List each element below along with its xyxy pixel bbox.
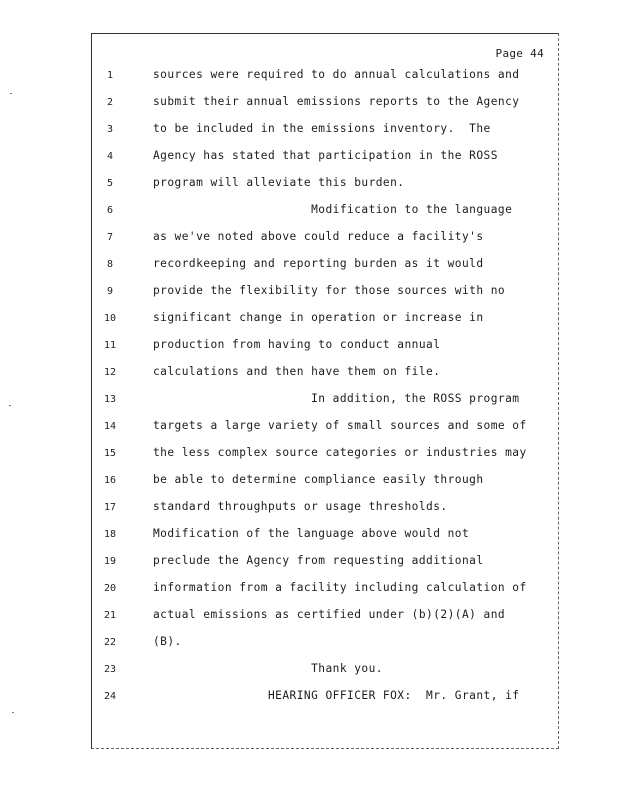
line-number: 1: [106, 70, 114, 81]
scan-speck: [12, 712, 14, 713]
line-text: to be included in the emissions inventory. The: [153, 122, 491, 135]
page-number-label: Page 44: [495, 47, 544, 60]
line-text: Modification to the language: [153, 203, 513, 216]
transcript-line: [92, 365, 560, 383]
transcript-line: [92, 473, 560, 491]
transcript-line: [92, 392, 560, 410]
transcript-line: [92, 581, 560, 599]
line-text: Agency has stated that participation in the ROSS: [153, 149, 498, 162]
transcript-page: [91, 33, 559, 749]
line-text: recordkeeping and reporting burden as it would: [153, 257, 484, 270]
scan-speck: [9, 405, 11, 406]
transcript-line: [92, 419, 560, 437]
transcript-line: [92, 635, 560, 653]
line-number: 15: [103, 448, 117, 459]
transcript-line: [92, 311, 560, 329]
line-text: standard throughputs or usage thresholds.: [153, 500, 448, 513]
line-text: targets a large variety of small sources and some of: [153, 419, 527, 432]
transcript-line: [92, 527, 560, 545]
line-number: 2: [106, 97, 114, 108]
transcript-line: [92, 230, 560, 248]
transcript-line: [92, 662, 560, 680]
line-text: sources were required to do annual calculations and: [153, 68, 520, 81]
transcript-line: [92, 176, 560, 194]
transcript-line: [92, 284, 560, 302]
line-text: information from a facility including calculation of: [153, 581, 527, 594]
line-number: 11: [103, 340, 117, 351]
transcript-line: [92, 149, 560, 167]
line-text: actual emissions as certified under (b)(2)(A) and: [153, 608, 506, 621]
line-number: 17: [103, 502, 117, 513]
transcript-line: [92, 68, 560, 86]
transcript-line: [92, 257, 560, 275]
line-text: the less complex source categories or industries may: [153, 446, 527, 459]
line-number: 12: [103, 367, 117, 378]
line-number: 10: [103, 313, 117, 324]
line-number: 13: [103, 394, 117, 405]
line-number: 21: [103, 610, 117, 621]
line-text: as we've noted above could reduce a facility's: [153, 230, 484, 243]
line-number: 4: [106, 151, 114, 162]
line-text: program will alleviate this burden.: [153, 176, 405, 189]
line-number: 14: [103, 421, 117, 432]
scan-speck: [10, 93, 12, 94]
transcript-line: [92, 608, 560, 626]
line-number: 5: [106, 178, 114, 189]
transcript-line: [92, 95, 560, 113]
line-text: preclude the Agency from requesting additional: [153, 554, 484, 567]
transcript-line: [92, 689, 560, 707]
line-number: 18: [103, 529, 117, 540]
line-text: HEARING OFFICER FOX: Mr. Grant, if: [153, 689, 520, 702]
line-text: submit their annual emissions reports to the Agency: [153, 95, 520, 108]
line-text: In addition, the ROSS program: [153, 392, 520, 405]
line-text: (B).: [153, 635, 182, 648]
transcript-line: [92, 446, 560, 464]
line-number: 3: [106, 124, 114, 135]
line-text: production from having to conduct annual: [153, 338, 441, 351]
transcript-line: [92, 338, 560, 356]
line-text: significant change in operation or increase in: [153, 311, 484, 324]
transcript-line: [92, 554, 560, 572]
line-text: be able to determine compliance easily through: [153, 473, 484, 486]
line-number: 24: [103, 691, 117, 702]
line-number: 19: [103, 556, 117, 567]
transcript-line: [92, 122, 560, 140]
line-text: provide the flexibility for those sources with no: [153, 284, 506, 297]
line-number: 7: [106, 232, 114, 243]
line-number: 23: [103, 664, 117, 675]
line-number: 8: [106, 259, 114, 270]
line-number: 16: [103, 475, 117, 486]
line-number: 22: [103, 637, 117, 648]
line-number: 9: [106, 286, 114, 297]
line-text: Thank you.: [153, 662, 383, 675]
line-text: calculations and then have them on file.: [153, 365, 441, 378]
line-number: 20: [103, 583, 117, 594]
line-number: 6: [106, 205, 114, 216]
transcript-line: [92, 500, 560, 518]
line-text: Modification of the language above would not: [153, 527, 470, 540]
transcript-line: [92, 203, 560, 221]
